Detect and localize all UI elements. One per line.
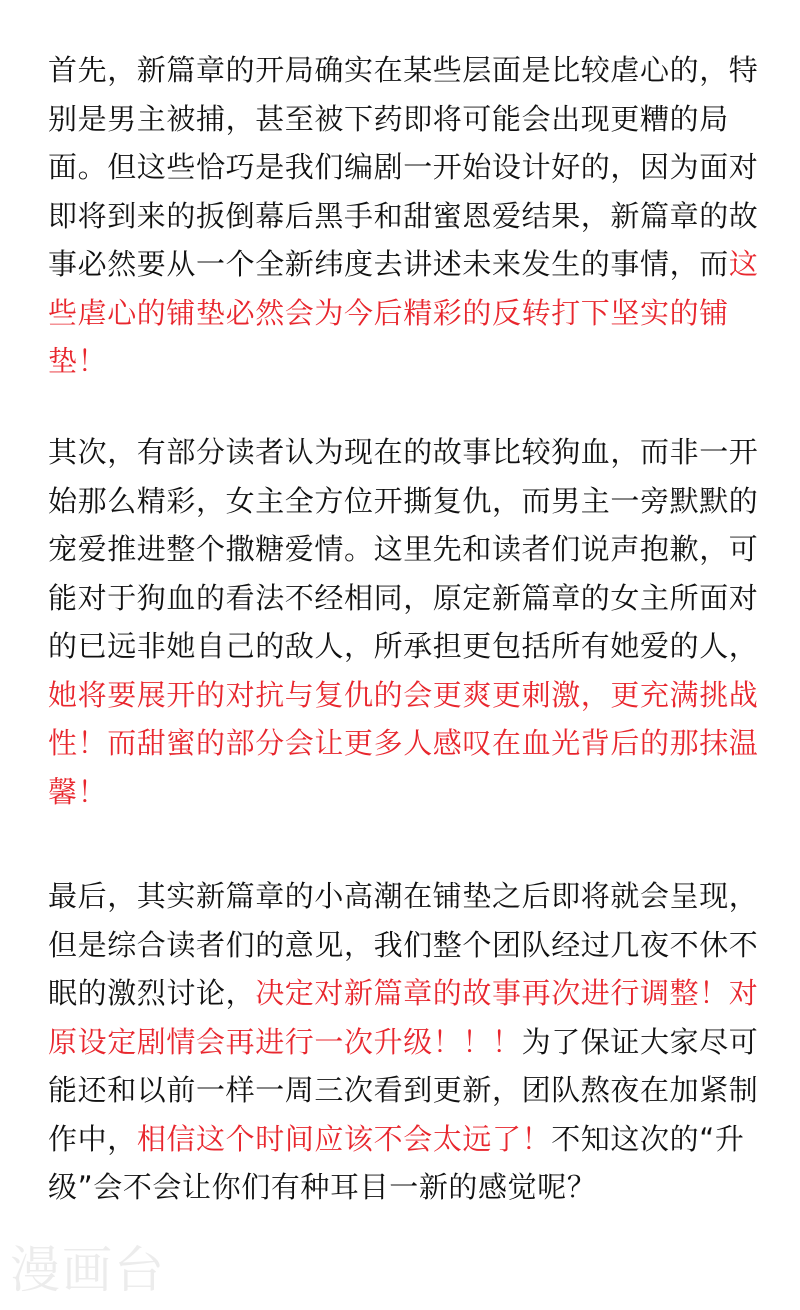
highlighted-text: 这些虐心的铺垫必然会为今后精彩的反转打下坚实的铺垫！ — [48, 247, 759, 378]
paragraph-first — [48, 46, 760, 386]
paragraph-second — [48, 428, 760, 816]
highlighted-text: 相信这个时间应该不会太远了！ — [136, 1121, 552, 1156]
highlighted-text: 决定对新篇章的故事再次进行调整！对原设定剧情会再进行一次升级！！！ — [48, 976, 759, 1059]
paragraph-text: 最后，其实新篇章的小高潮在铺垫之后即将就会呈现，但是综合读者们的意见，我们整个团队经过几夜不休不眠的激烈讨论， — [48, 879, 759, 1010]
paragraph-text: 不知这次的“升级”会不会让你们有种耳目一新的感觉呢？ — [48, 1121, 745, 1204]
paragraph-third — [48, 872, 760, 1212]
paragraph-text: 为了保证大家尽可能还和以前一样一周三次看到更新，团队熬夜在加紧制作中， — [48, 1024, 759, 1156]
watermark-logo: 漫画台 — [10, 1241, 166, 1299]
highlighted-text: 她将要展开的对抗与复仇的会更爽更刺激，更充满挑战性！而甜蜜的部分会让更多人感叹在血光背后的那抹温馨！ — [48, 677, 759, 809]
paragraph-text: 其次，有部分读者认为现在的故事比较狗血，而非一开始那么精彩，女主全方位开撕复仇，而男主一旁默默的宠爱推进整个撒糖爱情。这里先和读者们说声抱歉，可能对于狗血的看法不经相同，原定新篇章的女主所面对的已远非她自己的敌人，所承担更包括所有她爱的人， — [48, 435, 759, 663]
paragraph-text: 首先，新篇章的开局确实在某些层面是比较虐心的，特别是男主被捕，甚至被下药即将可能会出现更糟的局面。但这些恰巧是我们编剧一开始设计好的，因为面对即将到来的扳倒幕后黑手和甜蜜恩爱结果，新篇章的故事必然要从一个全新纬度去讲述未来发生的事情，而 — [48, 53, 759, 281]
